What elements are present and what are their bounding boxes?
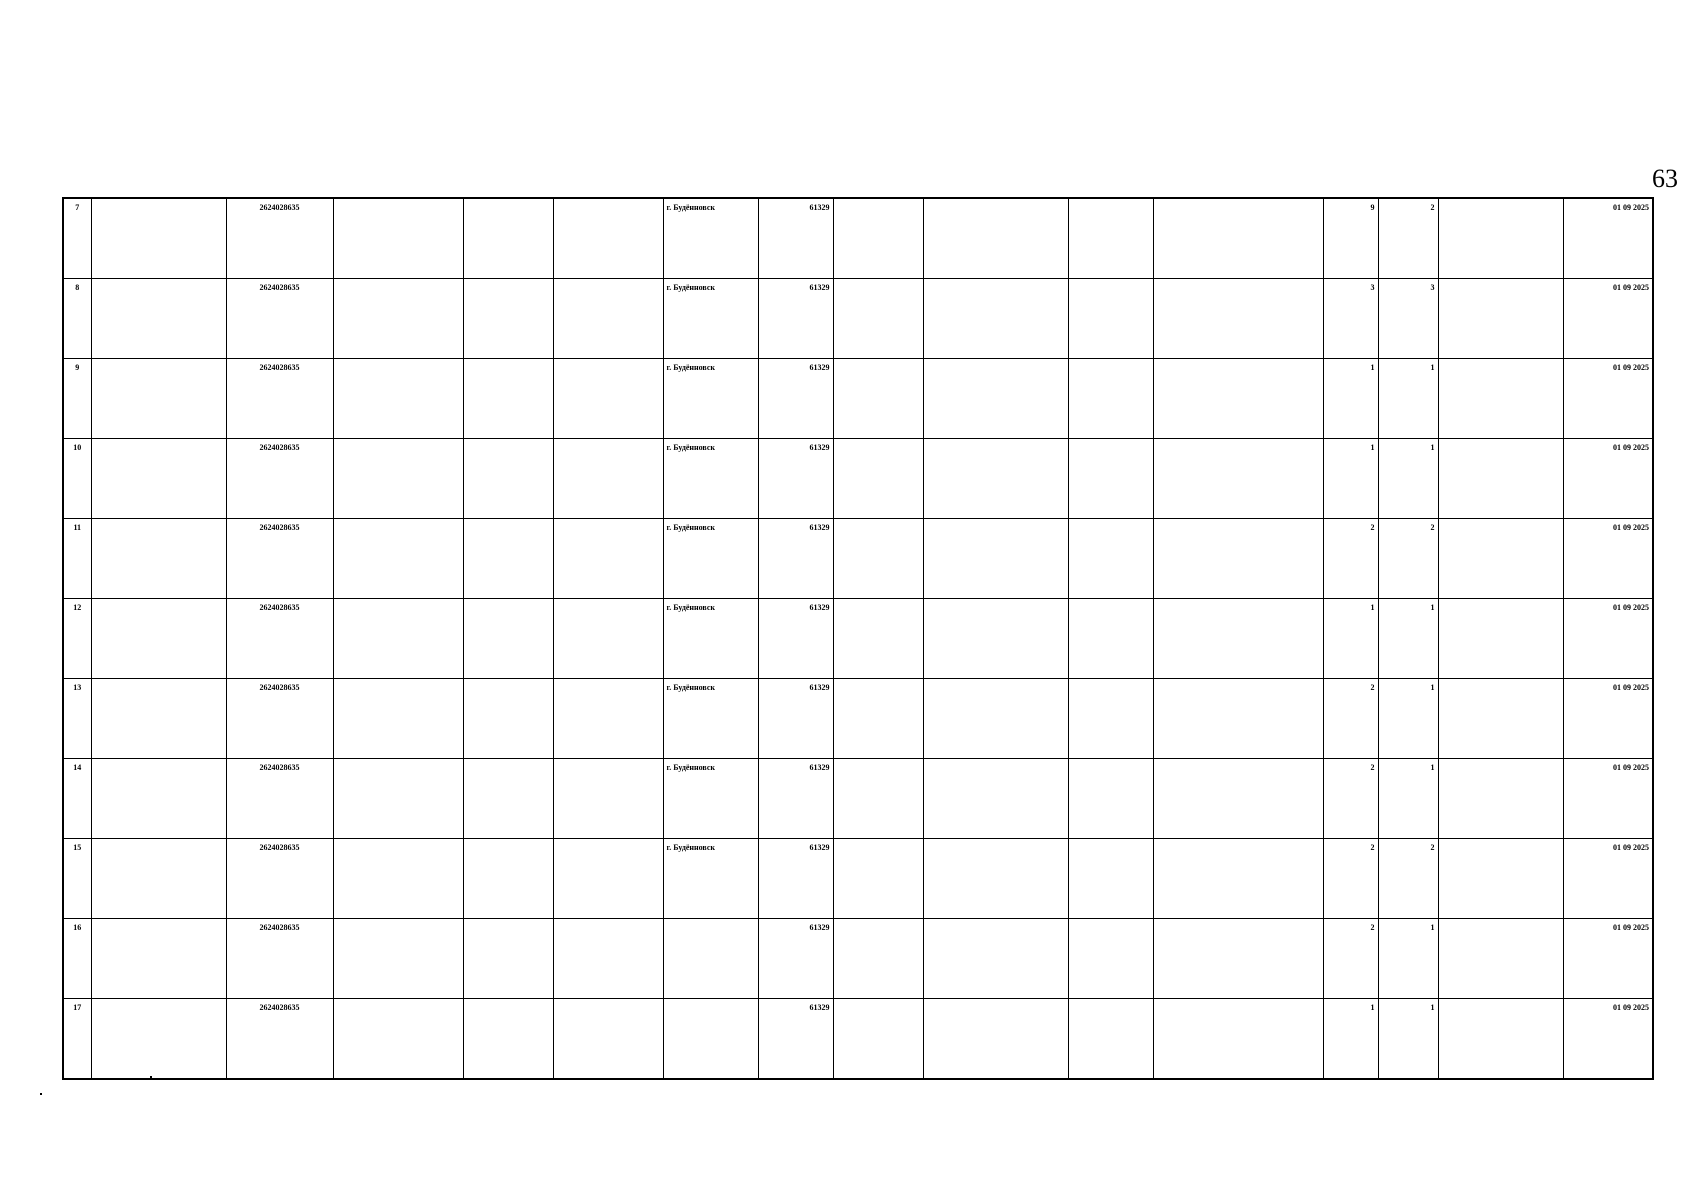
legal-basis-cell xyxy=(1438,759,1563,839)
oktmo-cell: 61329 xyxy=(758,999,833,1080)
unit-cell xyxy=(833,279,923,359)
organization-cell xyxy=(91,198,226,279)
quantity-required-cell: 2 xyxy=(1323,759,1378,839)
org-type-cell xyxy=(333,599,463,679)
city-cell: г. Будённовск xyxy=(663,759,758,839)
oktmo-cell: 61329 xyxy=(758,599,833,679)
legal-basis-cell xyxy=(1438,679,1563,759)
date-cell: 01 09 2025 xyxy=(1563,198,1653,279)
city-cell: г. Будённовск xyxy=(663,519,758,599)
city-cell xyxy=(663,919,758,999)
building-cell xyxy=(463,759,553,839)
quantity-required-cell: 1 xyxy=(1323,439,1378,519)
building-cell xyxy=(463,198,553,279)
table-row xyxy=(63,439,1653,519)
org-type-cell xyxy=(333,679,463,759)
legal-basis-cell xyxy=(1438,599,1563,679)
care-mode-cell xyxy=(1068,198,1153,279)
care-mode-cell xyxy=(1068,759,1153,839)
date-cell: 01 09 2025 xyxy=(1563,679,1653,759)
organization-cell xyxy=(91,999,226,1080)
table-row xyxy=(63,759,1653,839)
inn-cell: 2624028635 xyxy=(226,999,333,1080)
org-type-cell xyxy=(333,999,463,1080)
equipment-cell xyxy=(1153,279,1323,359)
city-cell: г. Будённовск xyxy=(663,839,758,919)
quantity-available-cell: 2 xyxy=(1378,519,1438,599)
quantity-available-cell: 1 xyxy=(1378,359,1438,439)
city-cell: г. Будённовск xyxy=(663,198,758,279)
equipment-cell xyxy=(1153,839,1323,919)
org-type-cell xyxy=(333,919,463,999)
care-mode-cell xyxy=(1068,359,1153,439)
equipment-cell xyxy=(1153,198,1323,279)
table-row xyxy=(63,919,1653,999)
unit-cell xyxy=(833,359,923,439)
quantity-required-cell: 9 xyxy=(1323,198,1378,279)
row-number: 14 xyxy=(63,759,91,839)
org-type-cell xyxy=(333,519,463,599)
oktmo-cell: 61329 xyxy=(758,279,833,359)
row-number: 8 xyxy=(63,279,91,359)
building-cell xyxy=(463,839,553,919)
care-mode-cell xyxy=(1068,919,1153,999)
row-number: 12 xyxy=(63,599,91,679)
room-cell xyxy=(923,359,1068,439)
table-row xyxy=(63,279,1653,359)
oktmo-cell: 61329 xyxy=(758,519,833,599)
address-cell xyxy=(553,919,663,999)
org-type-cell xyxy=(333,839,463,919)
table-row xyxy=(63,198,1653,279)
legal-basis-cell xyxy=(1438,359,1563,439)
quantity-required-cell: 2 xyxy=(1323,839,1378,919)
building-cell xyxy=(463,519,553,599)
unit-cell xyxy=(833,679,923,759)
date-cell: 01 09 2025 xyxy=(1563,599,1653,679)
room-cell xyxy=(923,279,1068,359)
inn-cell: 2624028635 xyxy=(226,919,333,999)
inn-cell: 2624028635 xyxy=(226,679,333,759)
inn-cell: 2624028635 xyxy=(226,839,333,919)
room-cell xyxy=(923,839,1068,919)
quantity-required-cell: 1 xyxy=(1323,359,1378,439)
oktmo-cell: 61329 xyxy=(758,359,833,439)
inn-cell: 2624028635 xyxy=(226,279,333,359)
building-cell xyxy=(463,999,553,1080)
equipment-cell xyxy=(1153,679,1323,759)
oktmo-cell: 61329 xyxy=(758,759,833,839)
organization-cell xyxy=(91,599,226,679)
table-row xyxy=(63,519,1653,599)
unit-cell xyxy=(833,919,923,999)
inn-cell: 2624028635 xyxy=(226,198,333,279)
care-mode-cell xyxy=(1068,999,1153,1080)
table-row xyxy=(63,679,1653,759)
care-mode-cell xyxy=(1068,679,1153,759)
care-mode-cell xyxy=(1068,839,1153,919)
room-cell xyxy=(923,439,1068,519)
row-number: 10 xyxy=(63,439,91,519)
unit-cell xyxy=(833,759,923,839)
address-cell xyxy=(553,839,663,919)
table-row xyxy=(63,999,1653,1080)
city-cell: г. Будённовск xyxy=(663,599,758,679)
row-number: 15 xyxy=(63,839,91,919)
building-cell xyxy=(463,599,553,679)
table-body xyxy=(63,198,1653,1079)
stray-mark xyxy=(40,1093,42,1095)
legal-basis-cell xyxy=(1438,439,1563,519)
equipment-register-table xyxy=(62,197,1654,1080)
quantity-available-cell: 1 xyxy=(1378,919,1438,999)
org-type-cell xyxy=(333,439,463,519)
inn-cell: 2624028635 xyxy=(226,439,333,519)
room-cell xyxy=(923,999,1068,1080)
unit-cell xyxy=(833,999,923,1080)
room-cell xyxy=(923,519,1068,599)
unit-cell xyxy=(833,599,923,679)
organization-cell xyxy=(91,919,226,999)
quantity-required-cell: 1 xyxy=(1323,599,1378,679)
quantity-available-cell: 3 xyxy=(1378,279,1438,359)
table-row xyxy=(63,359,1653,439)
table-row xyxy=(63,839,1653,919)
equipment-cell xyxy=(1153,919,1323,999)
city-cell: г. Будённовск xyxy=(663,679,758,759)
row-number: 9 xyxy=(63,359,91,439)
quantity-available-cell: 1 xyxy=(1378,679,1438,759)
address-cell xyxy=(553,439,663,519)
date-cell: 01 09 2025 xyxy=(1563,999,1653,1080)
building-cell xyxy=(463,279,553,359)
quantity-available-cell: 2 xyxy=(1378,198,1438,279)
organization-cell xyxy=(91,279,226,359)
org-type-cell xyxy=(333,359,463,439)
organization-cell xyxy=(91,839,226,919)
address-cell xyxy=(553,999,663,1080)
equipment-cell xyxy=(1153,519,1323,599)
inn-cell: 2624028635 xyxy=(226,519,333,599)
legal-basis-cell xyxy=(1438,198,1563,279)
inn-cell: 2624028635 xyxy=(226,759,333,839)
equipment-cell xyxy=(1153,599,1323,679)
organization-cell xyxy=(91,759,226,839)
address-cell xyxy=(553,679,663,759)
room-cell xyxy=(923,759,1068,839)
row-number: 11 xyxy=(63,519,91,599)
unit-cell xyxy=(833,198,923,279)
date-cell: 01 09 2025 xyxy=(1563,439,1653,519)
oktmo-cell: 61329 xyxy=(758,679,833,759)
care-mode-cell xyxy=(1068,439,1153,519)
oktmo-cell: 61329 xyxy=(758,919,833,999)
care-mode-cell xyxy=(1068,519,1153,599)
legal-basis-cell xyxy=(1438,519,1563,599)
room-cell xyxy=(923,599,1068,679)
quantity-available-cell: 1 xyxy=(1378,439,1438,519)
quantity-required-cell: 1 xyxy=(1323,999,1378,1080)
care-mode-cell xyxy=(1068,599,1153,679)
organization-cell xyxy=(91,359,226,439)
quantity-required-cell: 2 xyxy=(1323,919,1378,999)
building-cell xyxy=(463,679,553,759)
row-number: 7 xyxy=(63,198,91,279)
equipment-cell xyxy=(1153,759,1323,839)
date-cell: 01 09 2025 xyxy=(1563,759,1653,839)
room-cell xyxy=(923,919,1068,999)
quantity-available-cell: 1 xyxy=(1378,999,1438,1080)
address-cell xyxy=(553,198,663,279)
table-row xyxy=(63,599,1653,679)
organization-cell xyxy=(91,679,226,759)
quantity-available-cell: 2 xyxy=(1378,839,1438,919)
inn-cell: 2624028635 xyxy=(226,599,333,679)
date-cell: 01 09 2025 xyxy=(1563,279,1653,359)
city-cell: г. Будённовск xyxy=(663,439,758,519)
oktmo-cell: 61329 xyxy=(758,439,833,519)
room-cell xyxy=(923,198,1068,279)
city-cell xyxy=(663,999,758,1080)
building-cell xyxy=(463,439,553,519)
date-cell: 01 09 2025 xyxy=(1563,839,1653,919)
address-cell xyxy=(553,519,663,599)
legal-basis-cell xyxy=(1438,999,1563,1080)
unit-cell xyxy=(833,439,923,519)
address-cell xyxy=(553,359,663,439)
organization-cell xyxy=(91,519,226,599)
city-cell: г. Будённовск xyxy=(663,359,758,439)
quantity-available-cell: 1 xyxy=(1378,759,1438,839)
unit-cell xyxy=(833,839,923,919)
quantity-required-cell: 3 xyxy=(1323,279,1378,359)
date-cell: 01 09 2025 xyxy=(1563,919,1653,999)
legal-basis-cell xyxy=(1438,279,1563,359)
unit-cell xyxy=(833,519,923,599)
row-number: 16 xyxy=(63,919,91,999)
building-cell xyxy=(463,919,553,999)
address-cell xyxy=(553,599,663,679)
org-type-cell xyxy=(333,198,463,279)
care-mode-cell xyxy=(1068,279,1153,359)
row-number: 17 xyxy=(63,999,91,1080)
page-number: 63 xyxy=(1652,164,1678,193)
equipment-cell xyxy=(1153,359,1323,439)
legal-basis-cell xyxy=(1438,919,1563,999)
oktmo-cell: 61329 xyxy=(758,198,833,279)
city-cell: г. Будённовск xyxy=(663,279,758,359)
org-type-cell xyxy=(333,759,463,839)
org-type-cell xyxy=(333,279,463,359)
room-cell xyxy=(923,679,1068,759)
address-cell xyxy=(553,759,663,839)
address-cell xyxy=(553,279,663,359)
stray-mark xyxy=(150,1076,152,1078)
organization-cell xyxy=(91,439,226,519)
inn-cell: 2624028635 xyxy=(226,359,333,439)
date-cell: 01 09 2025 xyxy=(1563,359,1653,439)
legal-basis-cell xyxy=(1438,839,1563,919)
building-cell xyxy=(463,359,553,439)
oktmo-cell: 61329 xyxy=(758,839,833,919)
row-number: 13 xyxy=(63,679,91,759)
quantity-available-cell: 1 xyxy=(1378,599,1438,679)
quantity-required-cell: 2 xyxy=(1323,519,1378,599)
quantity-required-cell: 2 xyxy=(1323,679,1378,759)
equipment-cell xyxy=(1153,439,1323,519)
date-cell: 01 09 2025 xyxy=(1563,519,1653,599)
equipment-cell xyxy=(1153,999,1323,1080)
